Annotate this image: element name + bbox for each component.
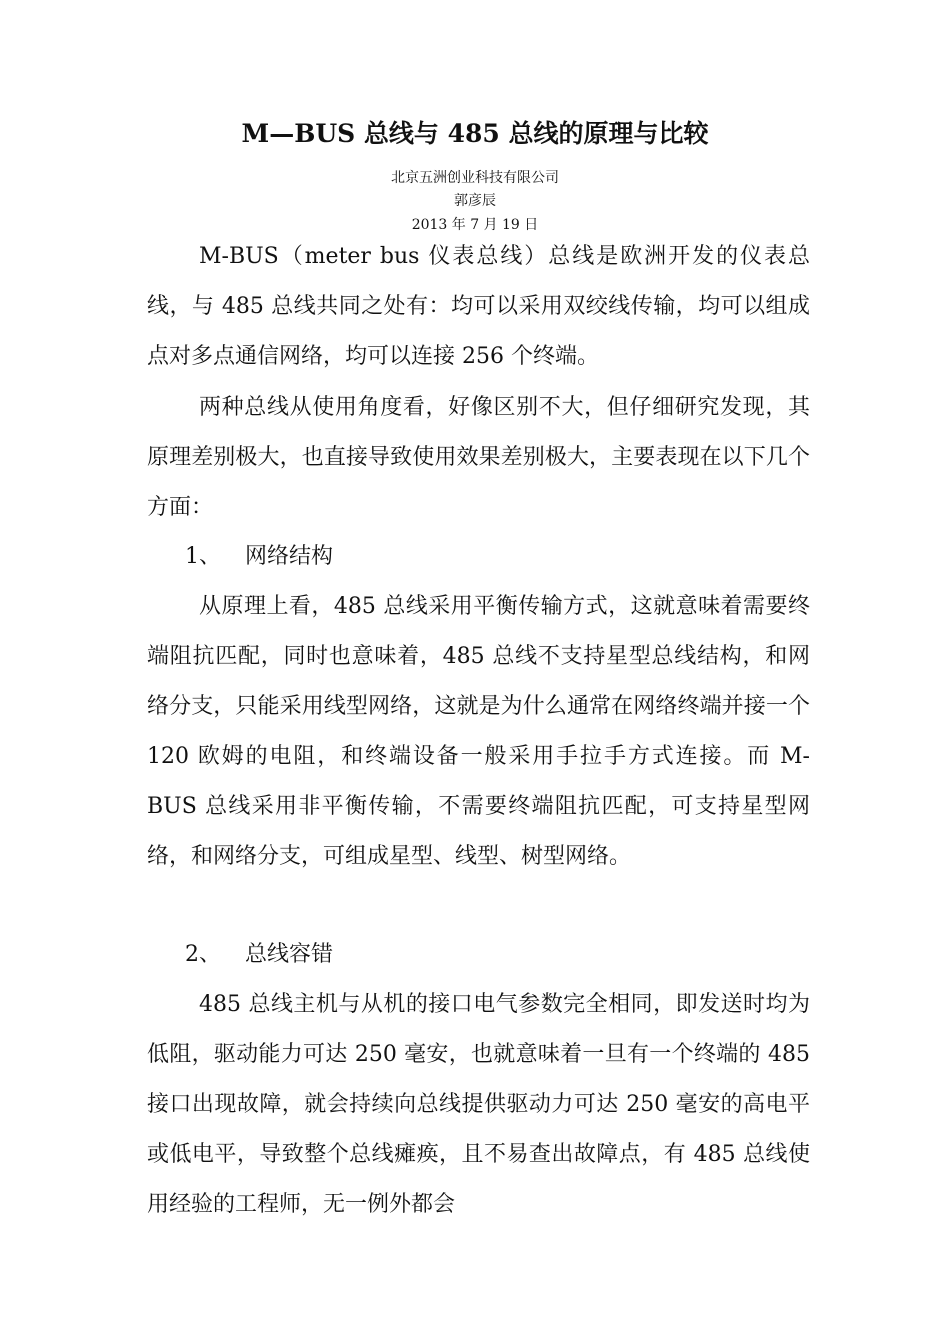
paragraph-network-structure: 从原理上看，485 总线采用平衡传输方式，这就意味着需要终端阻抗匹配，同时也意味着，485 总线不支持星型总线结构，和网络分支，只能采用线型网络，这就是为什么通常在网络终端并接一个 120 欧姆的电阻，和终端设备一般采用手拉手方式连接。而 M-BUS 总线采用非平衡传输，不需要终端阻抗匹配，可支持星型网络，和网络分支，可组成星型、线型、树型网络。	[147, 594, 810, 869]
paragraph-intro: M-BUS（meter bus 仪表总线）总线是欧洲开发的仪表总线，与 485 总线共同之处有：均可以采用双绞线传输，均可以组成点对多点通信网络，均可以连接 256 个终端。	[147, 244, 810, 369]
section-number: 2、	[185, 942, 221, 967]
section-heading-network-structure	[185, 532, 333, 582]
section-title: 网络结构	[245, 544, 334, 569]
section-heading-bus-fault-tolerance	[185, 930, 333, 980]
document-date: 2013 年 7 月 19 日	[411, 217, 539, 233]
paragraph-overview: 两种总线从使用角度看，好像区别不大，但仔细研究发现，其原理差别极大，也直接导致使用效果差别极大，主要表现在以下几个方面：	[147, 395, 810, 520]
document-title: M—BUS 总线与 485 总线的原理与比较	[241, 119, 709, 148]
section-number: 1、	[185, 544, 221, 569]
section-title: 总线容错	[245, 942, 334, 967]
company-name: 北京五洲创业科技有限公司	[391, 170, 559, 186]
paragraph-bus-fault-tolerance: 485 总线主机与从机的接口电气参数完全相同，即发送时均为低阻，驱动能力可达 250 毫安，也就意味着一旦有一个终端的 485 接口出现故障，就会持续向总线提供驱动力可达 250 毫安的高电平或低电平，导致整个总线瘫痪，且不易查出故障点，有 485 总线使用经验的工程师，无一例外都会	[147, 992, 810, 1217]
author-name: 郭彦辰	[454, 193, 496, 209]
